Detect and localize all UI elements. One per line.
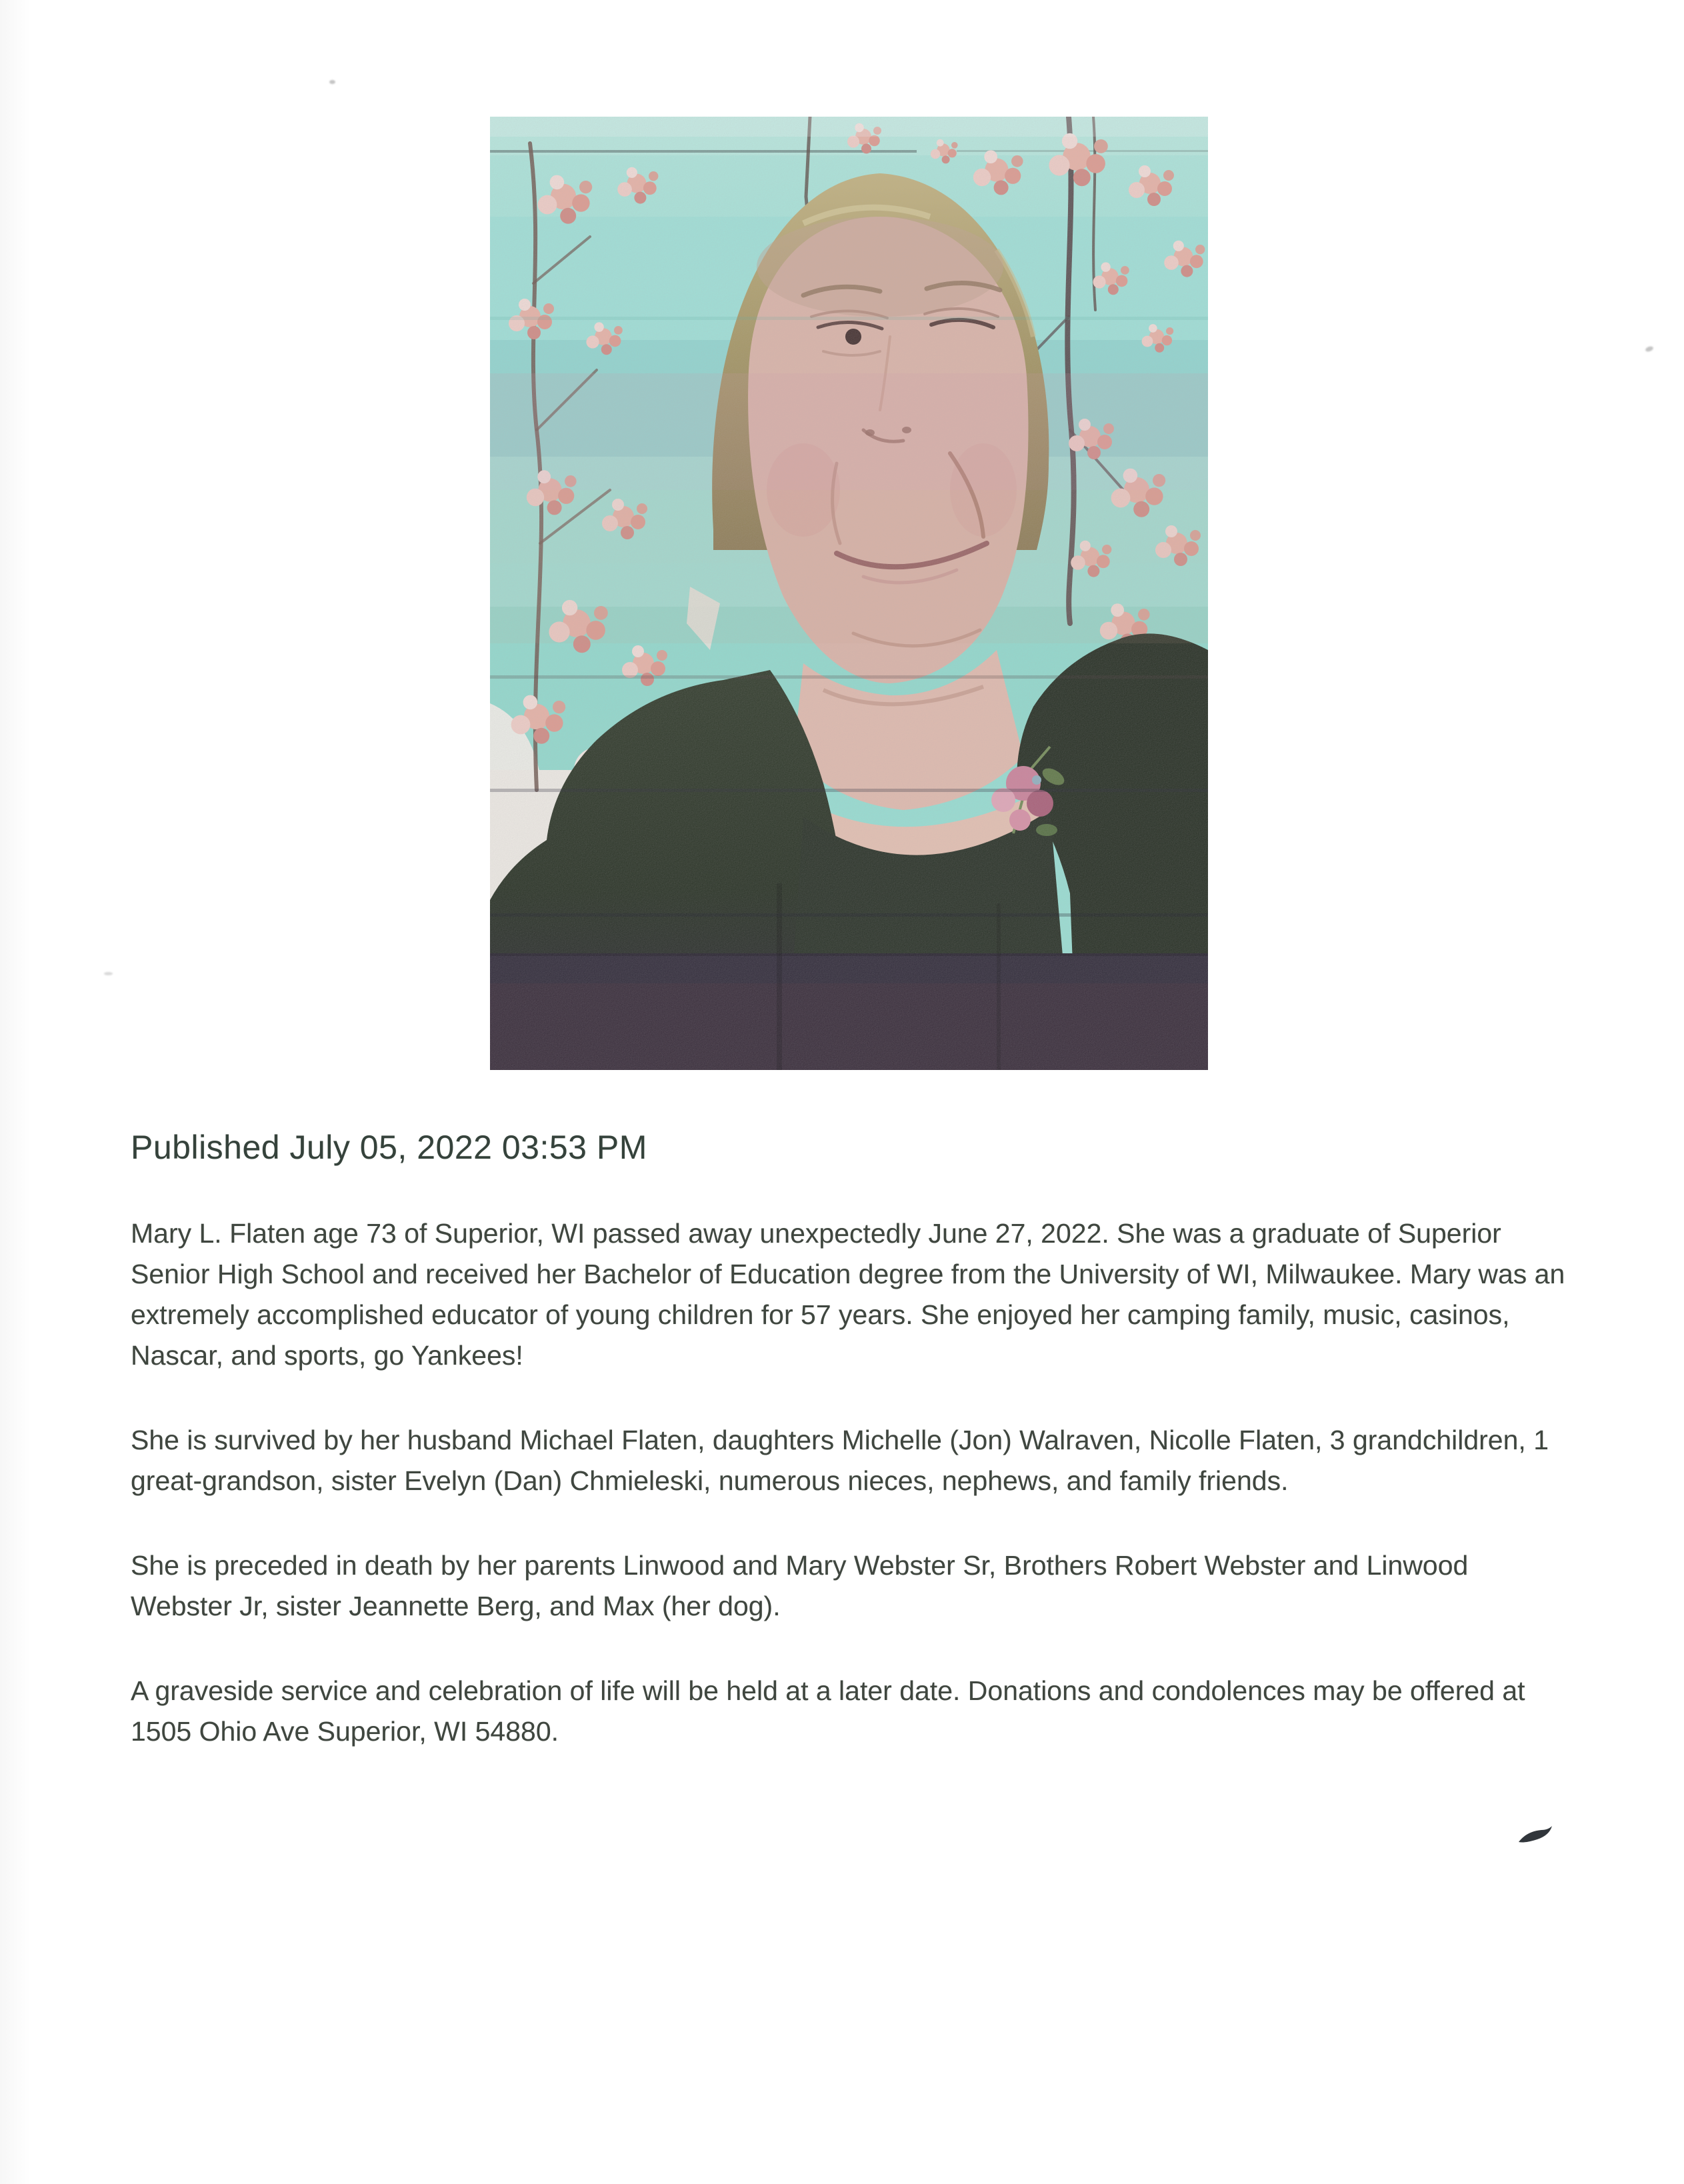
text-line: great-grandson, sister Evelyn (Dan) Chmieleski, numerous nieces, nephews, and family friends. [131, 1465, 1289, 1496]
text-line: 1505 Ohio Ave Superior, WI 54880. [131, 1716, 559, 1747]
scan-speck [329, 80, 335, 84]
text-line: A graveside service and celebration of life will be held at a later date. Donations and condolences may be offered at [131, 1675, 1525, 1706]
text-line: She is preceded in death by her parents Linwood and Mary Webster Sr, Brothers Robert Webster and Linwood [131, 1550, 1469, 1581]
obituary-paragraph-4 [131, 1671, 1617, 1752]
scan-speck [1645, 345, 1654, 353]
scan-speck [104, 972, 113, 975]
text-line: She is survived by her husband Michael Flaten, daughters Michelle (Jon) Walraven, Nicolle Flaten, 3 grandchildren, 1 [131, 1425, 1549, 1455]
text-line: extremely accomplished educator of young children for 57 years. She enjoyed her camping family, music, casinos, [131, 1299, 1510, 1330]
portrait-photo-art [490, 117, 1208, 1070]
obituary-paragraph-2 [131, 1420, 1617, 1501]
portrait-photo [490, 117, 1208, 1070]
text-line: Webster Jr, sister Jeannette Berg, and Max (her dog). [131, 1591, 781, 1621]
text-line: Mary L. Flaten age 73 of Superior, WI passed away unexpectedly June 27, 2022. She was a graduate of Superior [131, 1218, 1501, 1249]
photo-grain [490, 117, 1208, 1070]
pen-mark [1513, 1817, 1567, 1850]
obituary-text [131, 1213, 1617, 1796]
obituary-paragraph-3 [131, 1545, 1617, 1627]
published-timestamp: Published July 05, 2022 03:53 PM [131, 1129, 647, 1166]
text-line: Senior High School and received her Bachelor of Education degree from the University of WI, Milwaukee. Mary was an [131, 1259, 1565, 1289]
obituary-paragraph-1 [131, 1213, 1617, 1376]
text-line: Nascar, and sports, go Yankees! [131, 1340, 523, 1371]
